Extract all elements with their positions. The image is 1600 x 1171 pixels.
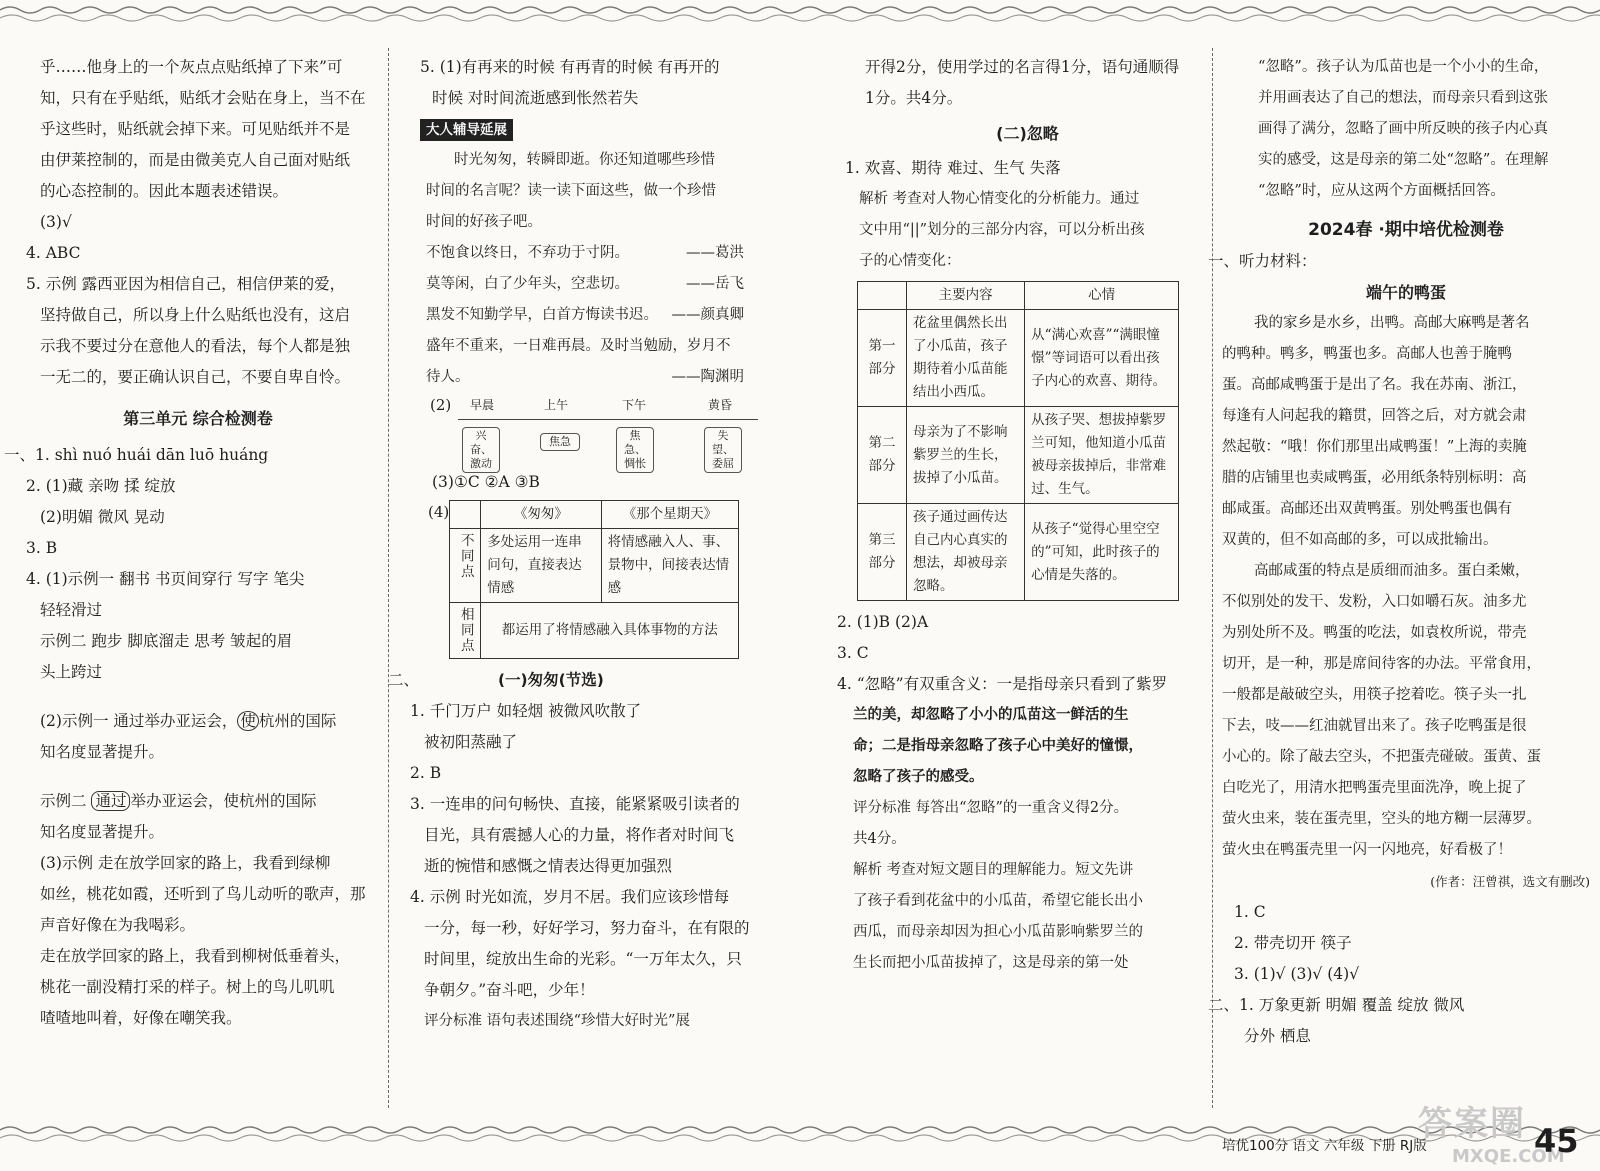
quote-author: ——岳飞 <box>686 276 744 292</box>
table-cell <box>450 501 481 529</box>
text-line: “忽略”。孩子认为瓜苗也是一个小小的生命， <box>1258 59 1549 75</box>
answer-line: 争朝夕。”奋斗吧，少年！ <box>424 980 595 999</box>
analysis-line: 了孩子看到花盆中的小瓜苗，希望它能长出小 <box>853 893 1143 909</box>
answer-line: 1. C <box>1234 903 1266 921</box>
story-line: 双黄的，但不如高邮的多，可以成批输出。 <box>1222 532 1498 548</box>
timeline-mood: 焦急、惆怅 <box>616 427 654 473</box>
answer-line: 一无二的，要正确认识自己，不要自卑自怜。 <box>40 368 351 386</box>
timeline-time: 下午 <box>622 398 647 412</box>
story-line: 为别处所不及。鸭蛋的吃法，如袁枚所说，带壳 <box>1222 625 1527 641</box>
table-row <box>858 282 1179 310</box>
table-row <box>858 310 1179 407</box>
answer-line: 命；二是指母亲忽略了孩子心中美好的憧憬， <box>853 738 1143 754</box>
timeline-mood: 失望、委屈 <box>704 427 742 473</box>
answer-line: 兰的美，却忽略了小小的瓜苗这一鲜活的生 <box>853 707 1129 723</box>
row-label: 第一部分 <box>858 310 907 407</box>
answer-line: 轻轻滑过 <box>40 601 103 619</box>
analysis-line: 子的心情变化： <box>859 253 961 269</box>
row-label: 不同点 <box>450 529 481 603</box>
story-line: 我的家乡是水乡，出鸭。高邮大麻鸭是著名 <box>1254 315 1530 331</box>
answer-line: 5. 示例 露西亚因为相信自己，相信伊莱的爱， <box>26 275 346 293</box>
text-line: 乎……他身上的一个灰点点贴纸掉了下来”可 <box>40 58 343 76</box>
text-line: 乎这些时，贴纸就会掉下来。可见贴纸并不是 <box>40 120 351 138</box>
story-line: 然起敬：“哦！你们那里出咸鸭蛋！”上海的卖腌 <box>1222 439 1527 455</box>
timeline-mood: 焦急 <box>540 433 580 451</box>
answer-line: 4. 示例 时光如流，岁月不居。我们应该珍惜每 <box>410 887 730 906</box>
answer-line: 示我不要过分在意他人的看法，每个人都是独 <box>40 337 351 355</box>
table-cell: 多处运用一连串问句，直接表达情感 <box>481 529 601 603</box>
extension-tag: 大人辅导延展 <box>420 119 513 141</box>
table-cell: 母亲为了不影响紫罗兰的生长，拔掉了小瓜苗。 <box>907 407 1025 504</box>
quote-author: ——陶渊明 <box>671 369 744 385</box>
story-line: 萤火虫在鸭蛋壳里一闪一闪地亮，好看极了！ <box>1222 842 1512 858</box>
quote-author: ——颜真卿 <box>671 307 744 323</box>
text-span: 杭州的国际 <box>258 712 337 730</box>
table-header: 主要内容 <box>907 282 1025 310</box>
comparison-block <box>428 500 773 659</box>
story-line: 萤火虫来，装在蛋壳里，空头的地方糊一层薄罗。 <box>1222 811 1541 827</box>
ext-line: 时间的好孩子吧。 <box>426 214 542 230</box>
ext-line: 时间的名言呢？读一读下面这些，做一个珍惜 <box>426 183 716 199</box>
answer-line: 分外 栖息 <box>1244 1027 1311 1045</box>
watermark-logo: 答案圈 <box>1418 1104 1526 1144</box>
answer-line: 喳喳地叫着，好像在嘲笑我。 <box>40 1009 242 1027</box>
text-span: 示例二 <box>40 792 92 810</box>
row-label: 相同点 <box>450 603 481 659</box>
timeline-time: 上午 <box>544 398 569 412</box>
section-title: (一)匆匆(节选) <box>497 670 604 689</box>
answer-line: 示例二 跑步 脚底溜走 思考 皱起的眉 <box>40 632 293 650</box>
quote-line <box>398 331 773 362</box>
answer-line: 如丝，桃花如霞，还听到了鸟儿动听的歌声，那 <box>40 885 366 903</box>
answer-line: 5. (1)有再来的时候 有再青的时候 有再开的 <box>420 58 720 76</box>
story-line: 切开，是一种，那是席间待客的办法。平常食用， <box>1222 656 1541 672</box>
comparison-table <box>449 500 739 659</box>
section-title: (二)忽略 <box>996 124 1059 143</box>
scoring-line: 评分标准 每答出“忽略”的一重含义得2分。 <box>853 800 1129 816</box>
quote-line <box>398 300 744 331</box>
quote-text: 黑发不知勤学早，白首方悔读书迟。 <box>426 307 658 323</box>
story-line: 的鸭种。鸭多，鸭蛋也多。高邮人也善于腌鸭 <box>1222 346 1512 362</box>
table-header: 《匆匆》 <box>481 501 601 529</box>
table-header: 《那个星期天》 <box>601 501 739 529</box>
table-cell: 将情感融入人、事、景物中，间接表达情感 <box>601 529 739 603</box>
q-label: (4) <box>428 503 450 521</box>
timeline-time: 早晨 <box>470 398 495 412</box>
answer-line: 忽略了孩子的感受。 <box>853 769 984 785</box>
table-header: 心情 <box>1025 282 1179 310</box>
quote-line <box>398 362 744 393</box>
table-row <box>450 603 739 659</box>
quote-text: 不饱食以终日，不弃功于寸阴。 <box>426 245 629 261</box>
answer-line: 4. “忽略”有双重含义：一是指母亲只看到了紫罗 <box>837 675 1168 693</box>
story-line: 不似别处的发干、发粉，入口如嚼石灰。油多尤 <box>1222 594 1527 610</box>
watermark-url: MXQE.COM <box>1452 1146 1565 1167</box>
answer-line: 3. (1)√ (3)√ (4)√ <box>1234 965 1360 983</box>
answer-line: 一分，每一秒，好好学习，努力奋斗，在有限的 <box>424 918 750 937</box>
table-cell: 孩子通过画传达自己内心真实的想法，却被母亲忽略。 <box>907 504 1025 601</box>
analysis-line: 生长而把小瓜苗拔掉了，这是母亲的第一处 <box>853 955 1129 971</box>
answer-line: 2. B <box>410 763 442 782</box>
answer-line: (2)明媚 微风 晃动 <box>40 508 165 526</box>
table-row <box>450 529 739 603</box>
text-line: “忽略”时，应从这两个方面概括回答。 <box>1258 183 1505 199</box>
column-4 <box>1208 52 1590 1052</box>
row-label: 第二部分 <box>858 407 907 504</box>
timeline-mood: 兴奋、激动 <box>462 427 500 473</box>
page-footer: 培优100分 语文 六年级 下册 RJ版 <box>1222 1138 1427 1154</box>
section-number: 二、 <box>388 670 420 689</box>
section-heading: 一、听力材料： <box>1208 252 1317 270</box>
answer-line: 时候 对时间流逝感到怅然若失 <box>432 89 639 107</box>
table-row <box>450 501 739 529</box>
text-line: 实的感受，这是母亲的第二处“忽略”。在理解 <box>1258 152 1549 168</box>
answer-line: 开得2分，使用学过的名言得1分，语句通顺得 <box>865 58 1180 76</box>
answer-line: 一、1. shì nuó huái dān luō huáng <box>4 446 269 464</box>
ext-line: 时光匆匆，转瞬即逝。你还知道哪些珍惜 <box>454 152 715 168</box>
timeline-time: 黄昏 <box>708 398 733 412</box>
answer-line: 声音好像在为我喝彩。 <box>40 916 196 934</box>
answer-line: 知名度显著提升。 <box>40 823 165 841</box>
story-line: 下去，吱——红油就冒出来了。孩子吃鸭蛋是很 <box>1222 718 1527 734</box>
text-line: 画得了满分，忽略了画中所反映的孩子内心真 <box>1258 121 1548 137</box>
story-line: 蛋。高邮咸鸭蛋于是出了名。我在苏南、浙江， <box>1222 377 1527 393</box>
answer-line: 逝的惋惜和感慨之情表达得更加强烈 <box>424 856 673 875</box>
answer-line: 1. 欢喜、期待 难过、生气 失落 <box>845 159 1061 177</box>
answer-line: 3. B <box>26 539 58 557</box>
source-note: (作者：汪曾祺，选文有删改) <box>1430 874 1590 889</box>
text-line: 的心态控制的。因此本题表述错误。 <box>40 182 289 200</box>
quote-text: 盛年不重来，一日难再晨。及时当勉励，岁月不 <box>426 338 731 354</box>
table-header <box>858 282 907 310</box>
scoring-line: 共4分。 <box>853 831 906 847</box>
boxed-word: 通过 <box>91 791 130 811</box>
answer-line: 坚持做自己，所以身上什么贴纸也没有，这启 <box>40 306 351 324</box>
story-title: 端午的鸭蛋 <box>1365 283 1446 302</box>
answer-line: 桃花一副没精打采的样子。树上的鸟儿叽叽 <box>40 978 335 996</box>
text-line: 并用画表达了自己的想法，而母亲只看到这张 <box>1258 90 1548 106</box>
answer-line: 3. 一连串的问句畅快、直接，能紧紧吸引读者的 <box>410 794 740 813</box>
quote-text: 待人。 <box>426 369 470 385</box>
text-span: 举办亚运会，使杭州的国际 <box>130 792 317 810</box>
table-cell: 从孩子哭、想拔掉紫罗兰可知，他知道小瓜苗被母亲拔掉后，非常难过、生气。 <box>1025 407 1179 504</box>
analysis-line: 解析 考查对人物心情变化的分析能力。通过 <box>859 191 1140 207</box>
row-label: 第三部分 <box>858 504 907 601</box>
story-line: 小心的。除了敲去空头，不把蛋壳碰破。蛋黄、蛋 <box>1222 749 1541 765</box>
table-row <box>858 504 1179 601</box>
mood-timeline <box>418 396 773 470</box>
quote-line <box>398 238 744 269</box>
column-divider <box>388 48 389 1108</box>
text-span: (2)示例一 通过举办亚运会， <box>40 712 238 730</box>
table-cell: 从“满心欢喜”“满眼憧憬”等词语可以看出孩子内心的欢喜、期待。 <box>1025 310 1179 407</box>
answer-line: 头上跨过 <box>40 663 103 681</box>
q-label: (2) <box>430 396 452 414</box>
answer-line <box>18 786 378 817</box>
answer-line: 3. C <box>837 644 869 662</box>
analysis-line: 解析 考查对短文题目的理解能力。短文先讲 <box>853 862 1134 878</box>
circled-word: 使 <box>237 711 259 731</box>
answer-line: 评分标准 语句表述围绕“珍惜大好时光”展 <box>424 1012 690 1029</box>
answer-line: 1分。共4分。 <box>865 89 963 107</box>
answer-line: 二、1. 万象更新 明媚 覆盖 绽放 微风 <box>1208 996 1465 1014</box>
table-cell: 都运用了将情感融入具体事物的方法 <box>481 603 739 659</box>
exam-title: 2024春 ·期中培优检测卷 <box>1308 220 1504 240</box>
answer-line: (3)①C ②A ③B <box>432 473 540 491</box>
table-cell: 从孩子“觉得心里空空的”可知，此时孩子的心情是失落的。 <box>1025 504 1179 601</box>
story-line: 腊的店铺里也卖咸鸭蛋，必用纸条特别标明：高 <box>1222 470 1527 486</box>
timeline-axis <box>458 419 758 420</box>
analysis-line: 文中用“||”划分的三部分内容，可以分析出孩 <box>859 222 1145 238</box>
answer-line: 目光，具有震撼人心的力量，将作者对时间飞 <box>424 825 735 844</box>
text-line: 知，只有在乎贴纸，贴纸才会贴在身上，当不在 <box>40 89 366 107</box>
story-line: 邮咸蛋。高邮还出双黄鸭蛋。别处鸭蛋也偶有 <box>1222 501 1512 517</box>
table-cell: 花盆里偶然长出了小瓜苗，孩子期待着小瓜苗能结出小西瓜。 <box>907 310 1025 407</box>
table-row <box>858 407 1179 504</box>
column-3 <box>837 52 1210 979</box>
story-line: 一般都是敲破空头，用筷子挖着吃。筷子头一扎 <box>1222 687 1527 703</box>
column-1 <box>4 52 378 1034</box>
unit-title: 第三单元 综合检测卷 <box>123 409 273 428</box>
column-2 <box>388 52 773 1037</box>
answer-line: 4. ABC <box>26 244 81 262</box>
answer-line: 2. (1)藏 亲吻 揉 绽放 <box>26 477 176 495</box>
answer-line: (3)√ <box>40 213 72 231</box>
quote-author: ——葛洪 <box>686 245 744 261</box>
quote-text: 莫等闲，白了少年头，空悲切。 <box>426 276 629 292</box>
answer-line: 2. 带壳切开 筷子 <box>1234 934 1352 952</box>
answer-line: 被初阳蒸融了 <box>424 732 518 751</box>
answer-line: 1. 千门万户 如轻烟 被微风吹散了 <box>410 701 642 720</box>
answer-line: 4. (1)示例一 翻书 书页间穿行 写字 笔尖 <box>26 570 305 588</box>
column-divider <box>1212 48 1213 1108</box>
mood-table <box>857 281 1179 601</box>
text-line: 由伊莱控制的，而是由微美克人自己面对贴纸 <box>40 151 351 169</box>
answer-line: 知名度显著提升。 <box>40 743 165 761</box>
answer-line: 走在放学回家的路上，我看到柳树低垂着头， <box>40 947 351 965</box>
section-heading <box>388 665 773 696</box>
quote-line <box>398 269 744 300</box>
answer-line: 2. (1)B (2)A <box>837 613 929 631</box>
answer-line: 时间里，绽放出生命的光彩。“一万年太久，只 <box>424 949 742 968</box>
story-line: 每逢有人问起我的籍贯，回答之后，对方就会肃 <box>1222 408 1527 424</box>
answer-line: (3)示例 走在放学回家的路上，我看到绿柳 <box>40 854 331 872</box>
answer-line <box>18 706 378 737</box>
page-number: 45 <box>1534 1122 1579 1160</box>
story-line: 白吃光了，用清水把鸭蛋壳里面洗净，晚上捉了 <box>1222 780 1527 796</box>
story-line: 高邮咸蛋的特点是质细而油多。蛋白柔嫩， <box>1254 563 1530 579</box>
analysis-line: 西瓜，而母亲却因为担心小瓜苗影响紫罗兰的 <box>853 924 1143 940</box>
top-wave-border <box>0 0 1600 30</box>
